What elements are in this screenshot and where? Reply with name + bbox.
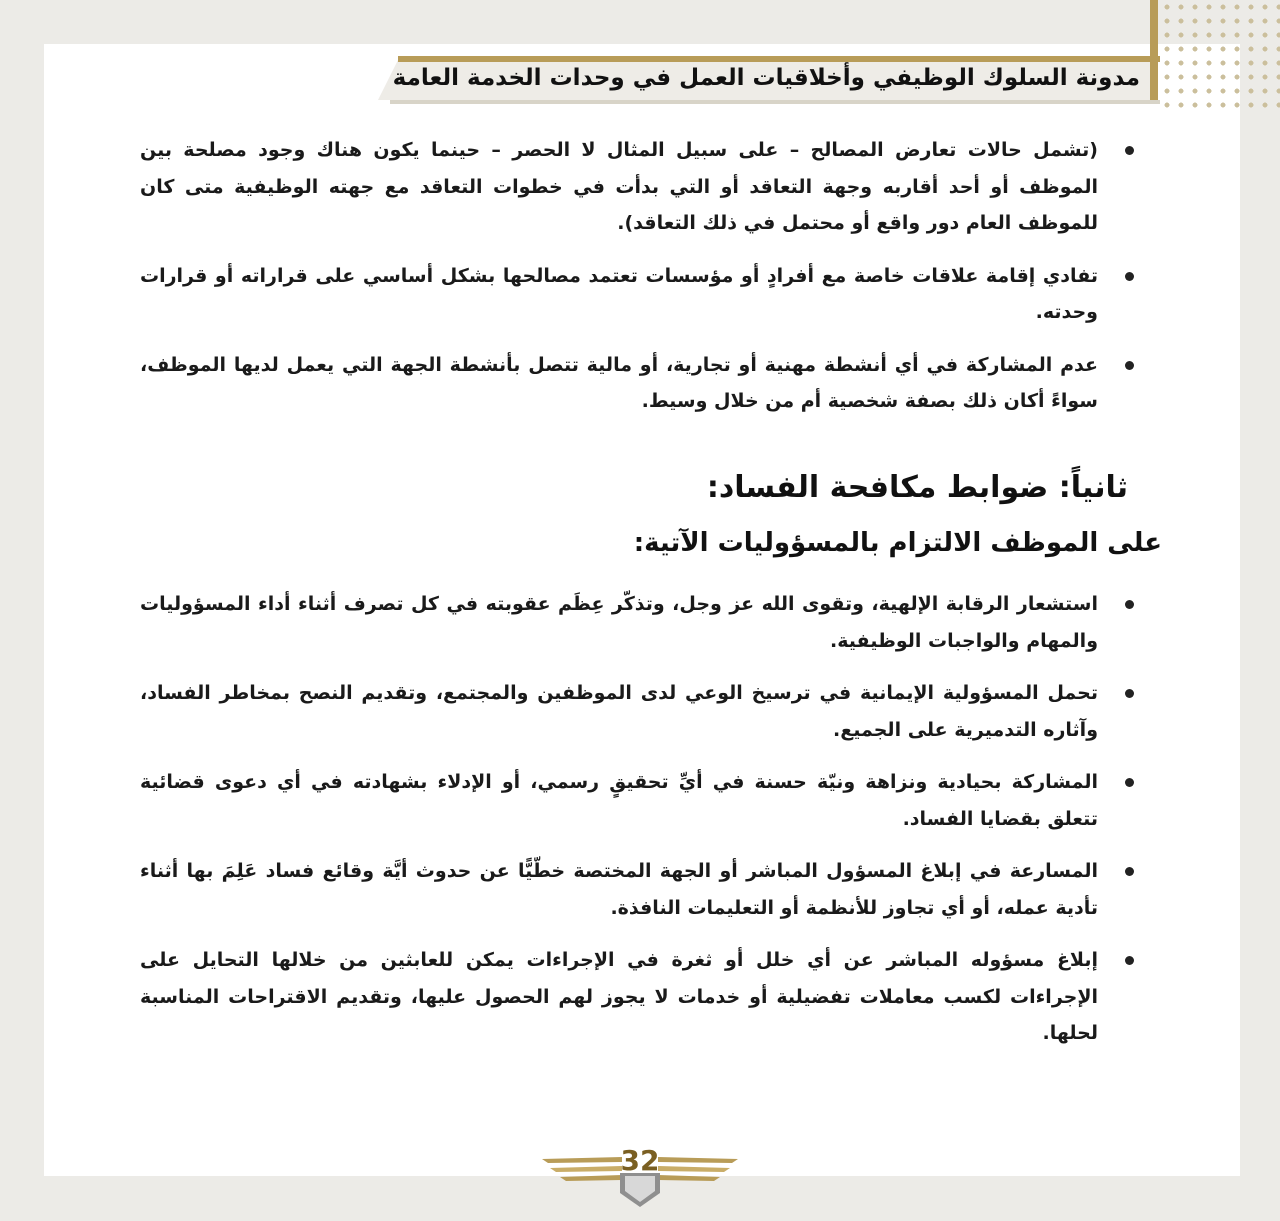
header-gold-edge [1150,0,1158,100]
bullet-icon [1125,778,1134,787]
conflict-list [140,132,1140,420]
anticorruption-list [140,586,1140,1052]
list-item-text: تفادي إقامة علاقات خاصة مع أفرادٍ أو مؤسسات تعتمد مصالحها بشكل أساسي على قراراته أو قرارات وحدته. [140,264,1098,323]
bullet-icon [1125,689,1134,698]
bullet-icon [1125,272,1134,281]
section-subheading: على الموظف الالتزام بالمسؤوليات الآتية: [633,528,1162,558]
page-number: 32 [620,1144,660,1177]
list-item-text: استشعار الرقابة الإلهية، وتقوى الله عز وجل، وتذكّر عِظَم عقوبته في كل تصرف أثناء أداء المسؤوليات والمهام والواجبات الوظيفية. [140,593,1098,652]
list-item [140,258,1140,331]
conflict-of-interest-section [140,132,1140,436]
list-item-text: المشاركة بحيادية ونزاهة ونيّة حسنة في أيِّ تحقيقٍ رسمي، أو الإدلاء بشهادته في أي دعوى قضائية تتعلق بقضايا الفساد. [140,771,1098,830]
list-item-text: إبلاغ مسؤوله المباشر عن أي خلل أو ثغرة في الإجراءات يمكن للعابثين من خلالها التحايل على الإجراءات لكسب معاملات تفضيلية أو خدمات لا يجوز لهم الحصول عليها، وتقديم الاقتراحات المناسبة لحلها. [140,949,1098,1044]
list-item [140,675,1140,748]
list-item-text: عدم المشاركة في أي أنشطة مهنية أو تجارية، أو مالية تتصل بأنشطة الجهة التي يعمل لديها الموظف، سواءً أكان ذلك بصفة شخصية أم من خلال وسيط. [140,353,1098,412]
list-item-text: المسارعة في إبلاغ المسؤول المباشر أو الجهة المختصة خطّيًّا عن حدوث أيَّة وقائع فساد عَلِمَ بها أثناء تأدية عمله، أو أي تجاوز للأنظمة أو التعليمات النافذة. [140,860,1098,919]
list-item-text: تحمل المسؤولية الإيمانية في ترسيخ الوعي لدى الموظفين والمجتمع، وتقديم النصح بمخاطر الفساد، وآثاره التدميرية على الجميع. [140,682,1098,741]
list-item [140,586,1140,659]
list-item [140,853,1140,926]
document-title: مدونة السلوك الوظيفي وأخلاقيات العمل في وحدات الخدمة العامة [392,65,1140,91]
decorative-dot-pattern [1160,0,1280,110]
bullet-icon [1125,146,1134,155]
list-item [140,764,1140,837]
bullet-icon [1125,600,1134,609]
bullet-icon [1125,361,1134,370]
bullet-icon [1125,956,1134,965]
anticorruption-section [140,586,1140,1068]
list-item [140,132,1140,242]
bullet-icon [1125,867,1134,876]
list-item-text: (تشمل حالات تعارض المصالح – على سبيل المثال لا الحصر – حينما يكون هناك وجود مصلحة بين الموظف أو أحد أقاربه وجهة التعاقد أو التي بدأت في خطوات التعاقد مع جهته الوظيفية متى كان للموظف العام دور واقع أو محتمل في ذلك التعاقد). [140,139,1098,234]
section-heading: ثانياً: ضوابط مكافحة الفساد: [706,470,1128,505]
header-shadow [390,100,1160,104]
list-item [140,347,1140,420]
list-item [140,942,1140,1052]
